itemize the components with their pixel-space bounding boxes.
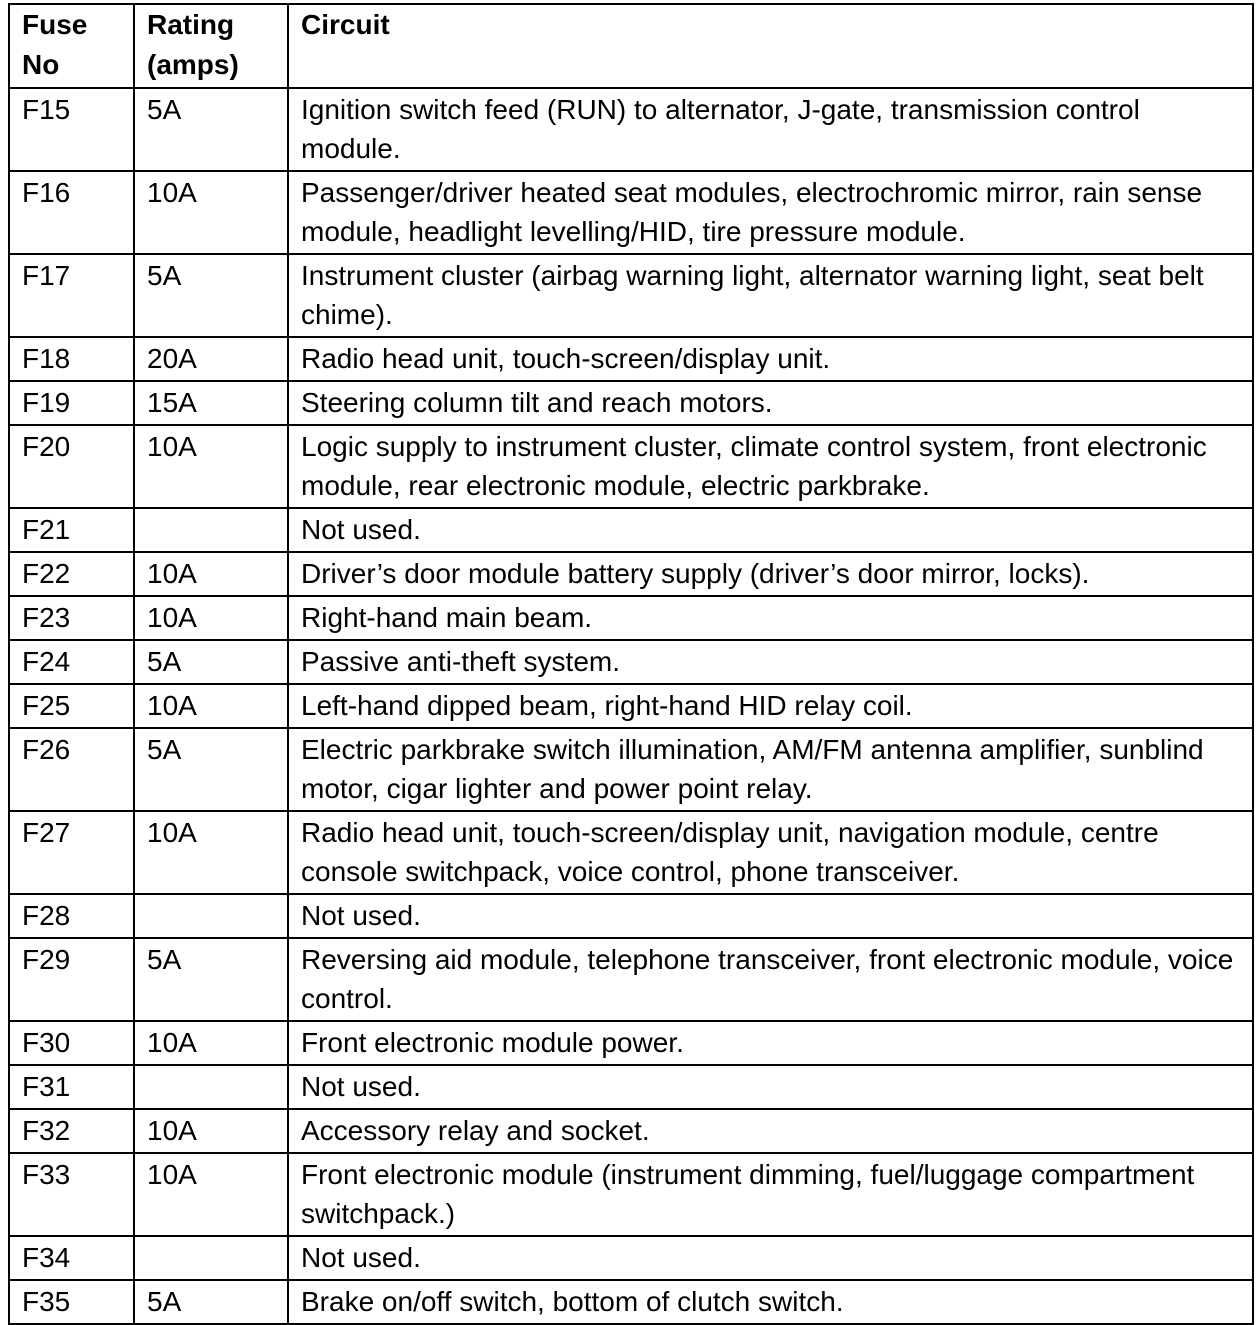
table-row: [9, 1065, 1253, 1109]
fuse-cell: F17: [9, 254, 134, 337]
table-row: [9, 381, 1253, 425]
table-header: [9, 4, 1253, 88]
fuse-cell: F19: [9, 381, 134, 425]
header-rating-line2: (amps): [147, 49, 239, 80]
fuse-cell: F21: [9, 508, 134, 552]
table-row: [9, 1153, 1253, 1236]
table-row: [9, 596, 1253, 640]
fuse-cell: F18: [9, 337, 134, 381]
circuit-cell: Electric parkbrake switch illumination, AM/FM antenna amplifier, sunblind motor, cigar lighter and power point relay.: [288, 728, 1253, 811]
circuit-cell: Not used.: [288, 1236, 1253, 1280]
circuit-cell: Radio head unit, touch-screen/display unit.: [288, 337, 1253, 381]
circuit-cell: Logic supply to instrument cluster, climate control system, front electronic module, rear electronic module, electric parkbrake.: [288, 425, 1253, 508]
fuse-cell: F31: [9, 1065, 134, 1109]
rating-cell: 5A: [134, 254, 288, 337]
circuit-cell: Steering column tilt and reach motors.: [288, 381, 1253, 425]
circuit-cell: Ignition switch feed (RUN) to alternator, J-gate, transmission control module.: [288, 88, 1253, 171]
circuit-cell: Front electronic module power.: [288, 1021, 1253, 1065]
fuse-cell: F33: [9, 1153, 134, 1236]
table-row: [9, 1236, 1253, 1280]
rating-cell: 5A: [134, 938, 288, 1021]
rating-cell: 10A: [134, 811, 288, 894]
table-row: [9, 684, 1253, 728]
table-row: [9, 171, 1253, 254]
rating-cell: [134, 894, 288, 938]
rating-cell: 10A: [134, 1021, 288, 1065]
table-row: [9, 640, 1253, 684]
rating-cell: 10A: [134, 1153, 288, 1236]
fuse-cell: F24: [9, 640, 134, 684]
table-row: [9, 728, 1253, 811]
fuse-cell: F30: [9, 1021, 134, 1065]
rating-cell: 10A: [134, 1109, 288, 1153]
rating-cell: 15A: [134, 381, 288, 425]
circuit-cell: Passenger/driver heated seat modules, electrochromic mirror, rain sense module, headlight levelling/HID, tire pressure module.: [288, 171, 1253, 254]
rating-cell: 5A: [134, 640, 288, 684]
rating-cell: 10A: [134, 171, 288, 254]
rating-cell: 10A: [134, 552, 288, 596]
fuse-cell: F34: [9, 1236, 134, 1280]
fuse-cell: F26: [9, 728, 134, 811]
fuse-cell: F20: [9, 425, 134, 508]
table-row: [9, 337, 1253, 381]
rating-cell: 5A: [134, 88, 288, 171]
circuit-cell: Front electronic module (instrument dimming, fuel/luggage compartment switchpack.): [288, 1153, 1253, 1236]
rating-cell: 5A: [134, 728, 288, 811]
header-fuse-line1: Fuse: [22, 9, 88, 40]
circuit-cell: Not used.: [288, 508, 1253, 552]
table-row: [9, 254, 1253, 337]
circuit-cell: Accessory relay and socket.: [288, 1109, 1253, 1153]
table-row: [9, 894, 1253, 938]
table-row: [9, 508, 1253, 552]
rating-cell: [134, 508, 288, 552]
circuit-cell: Instrument cluster (airbag warning light, alternator warning light, seat belt chime).: [288, 254, 1253, 337]
fuse-cell: F35: [9, 1280, 134, 1324]
circuit-cell: Passive anti-theft system.: [288, 640, 1253, 684]
circuit-cell: Not used.: [288, 1065, 1253, 1109]
circuit-cell: Radio head unit, touch-screen/display unit, navigation module, centre console switchpack, voice control, phone transceiver.: [288, 811, 1253, 894]
rating-cell: [134, 1236, 288, 1280]
table-row: [9, 938, 1253, 1021]
table-row: [9, 425, 1253, 508]
header-row: [9, 4, 1253, 88]
rating-cell: 5A: [134, 1280, 288, 1324]
header-fuse-no: [9, 4, 134, 88]
rating-cell: 10A: [134, 684, 288, 728]
rating-cell: 10A: [134, 425, 288, 508]
rating-cell: 10A: [134, 596, 288, 640]
rating-cell: [134, 1065, 288, 1109]
fuse-cell: F22: [9, 552, 134, 596]
header-fuse-line2: No: [22, 49, 60, 80]
fuse-cell: F28: [9, 894, 134, 938]
fuse-cell: F32: [9, 1109, 134, 1153]
fuse-cell: F25: [9, 684, 134, 728]
table-row: [9, 552, 1253, 596]
table-row: [9, 1109, 1253, 1153]
header-circuit: Circuit: [288, 4, 1253, 88]
circuit-cell: Not used.: [288, 894, 1253, 938]
circuit-cell: Right-hand main beam.: [288, 596, 1253, 640]
table-row: [9, 1280, 1253, 1324]
table-body: [9, 88, 1253, 1324]
fuse-cell: F23: [9, 596, 134, 640]
circuit-cell: Reversing aid module, telephone transceiver, front electronic module, voice control.: [288, 938, 1253, 1021]
rating-cell: 20A: [134, 337, 288, 381]
fuse-cell: F15: [9, 88, 134, 171]
table-row: [9, 1021, 1253, 1065]
circuit-cell: Brake on/off switch, bottom of clutch switch.: [288, 1280, 1253, 1324]
header-rating-line1: Rating: [147, 9, 235, 40]
table-row: [9, 88, 1253, 171]
circuit-cell: Left-hand dipped beam, right-hand HID relay coil.: [288, 684, 1253, 728]
header-rating: [134, 4, 288, 88]
fuse-cell: F16: [9, 171, 134, 254]
fuse-cell: F29: [9, 938, 134, 1021]
table-row: [9, 811, 1253, 894]
fuse-table: [8, 3, 1254, 1325]
fuse-cell: F27: [9, 811, 134, 894]
circuit-cell: Driver’s door module battery supply (driver’s door mirror, locks).: [288, 552, 1253, 596]
